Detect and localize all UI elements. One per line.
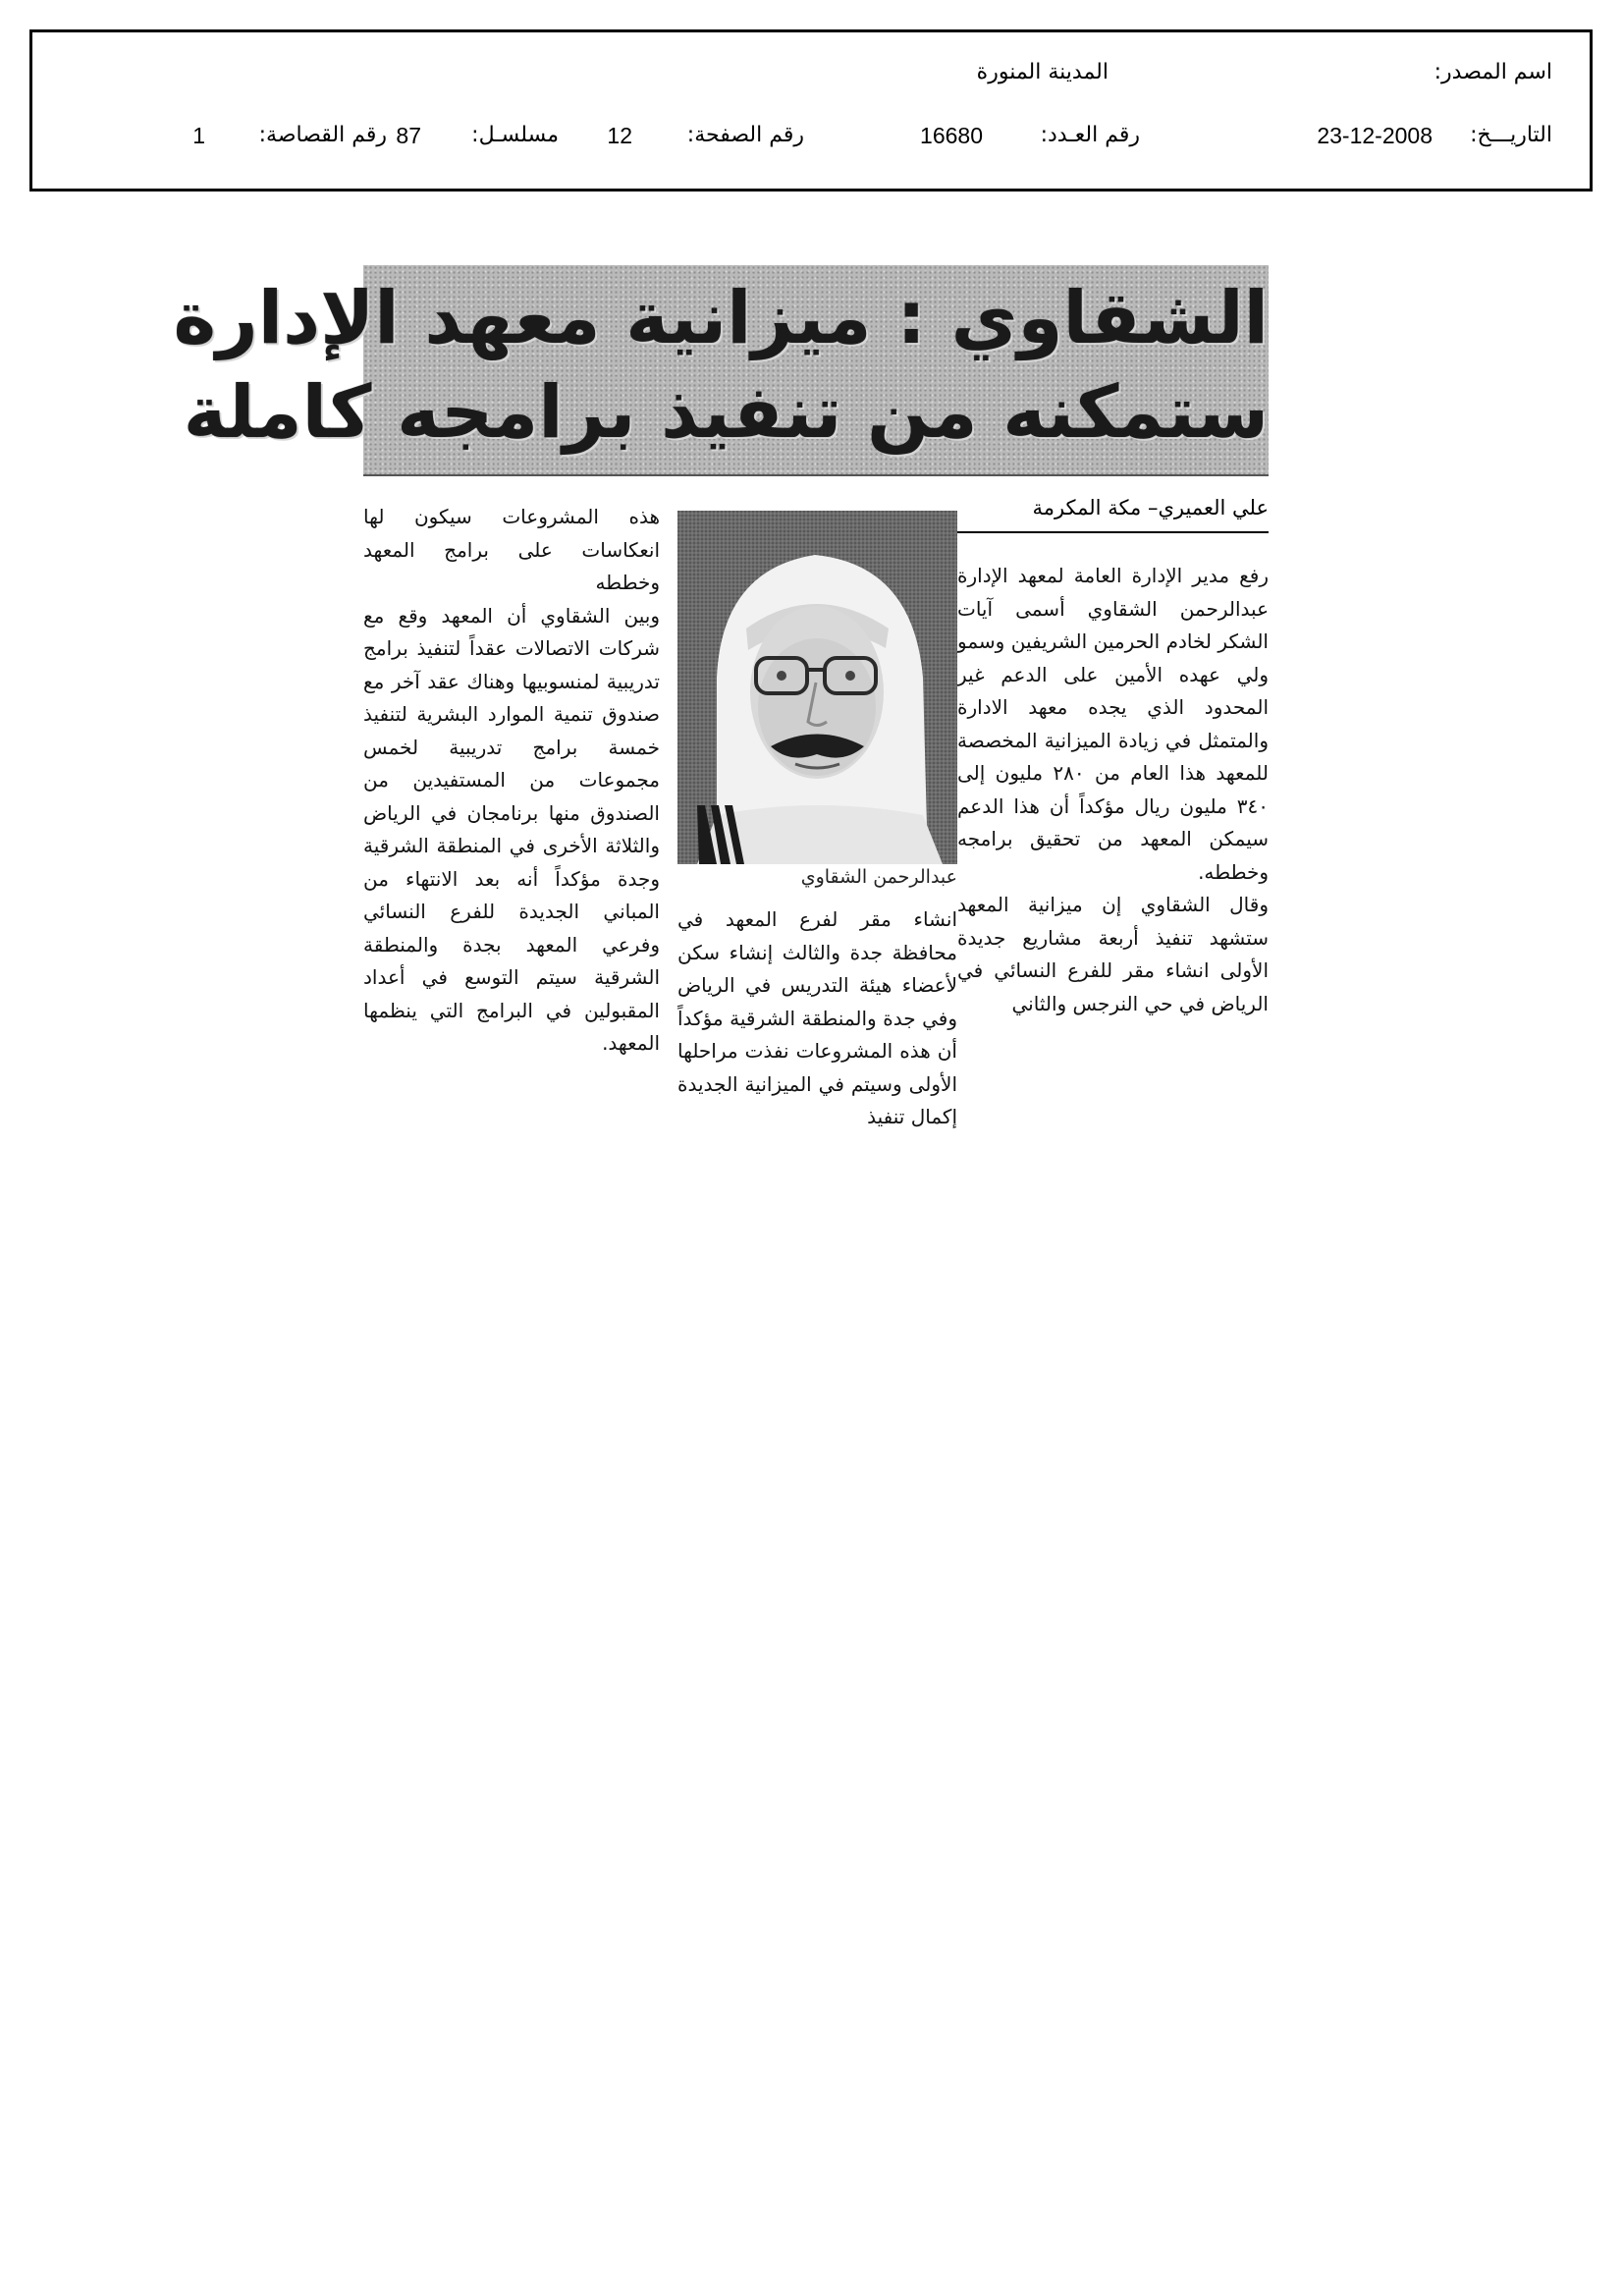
clipping-metadata-box <box>29 29 1593 191</box>
article-headline <box>173 265 1269 476</box>
source-value: المدينة المنورة <box>976 60 1109 84</box>
article-column-middle <box>677 903 957 1134</box>
source-label: اسم المصدر: <box>1434 60 1552 84</box>
article-column-right <box>957 560 1269 1020</box>
article-paragraph: وقال الشقاوي إن ميزانية المعهد ستشهد تنفيذ أربعة مشاريع جديدة الأولى انشاء مقر للفرع النسائي في الرياض في حي النرجس والثاني <box>957 893 1269 1015</box>
photo-caption: عبدالرحمن الشقاوي <box>800 866 957 888</box>
article-column-left <box>363 501 660 1061</box>
clip-value: 1 <box>192 123 205 148</box>
date-label: التاريـــخ: <box>1470 123 1552 147</box>
issue-label: رقم العـدد: <box>1040 123 1140 147</box>
issue-value: 16680 <box>920 123 983 148</box>
article-paragraph: انشاء مقر لفرع المعهد في محافظة جدة والثالث إنشاء سكن لأعضاء هيئة التدريس في الرياض وفي جدة والمنطقة الشرقية مؤكداً أن هذه المشروعات نفذت مراحلها الأولى وسيتم في الميزانية الجديدة إكمال تنفيذ <box>677 907 957 1128</box>
author-photo <box>677 511 957 864</box>
article-paragraph: هذه المشروعات سيكون لها انعكاسات على برامج المعهد وخططه <box>363 505 660 594</box>
serial-value: 87 <box>396 123 421 148</box>
article-paragraph: وبين الشقاوي أن المعهد وقع مع شركات الاتصالات عقداً لتنفيذ برامج تدريبية لمنسوبيها وهناك عقد آخر مع صندوق تنمية الموارد البشرية لتنفيذ خمسة برامج تدريبية لخمس مجموعات من المستفيدين من الصندوق منها برنامجان في الرياض والثلاثة الأخرى في المنطقة الشرقية وجدة مؤكداً أنه بعد الانتهاء من المباني الجديدة للفرع النسائي وفرعي المعهد بجدة والمنطقة الشرقية سيتم التوسع في أعداد المقبولين في البرامج التي ينظمها المعهد. <box>363 603 660 1055</box>
date-value: 23-12-2008 <box>1317 123 1433 148</box>
page-label: رقم الصفحة: <box>686 123 804 147</box>
article-paragraph: رفع مدير الإدارة العامة لمعهد الإدارة عبدالرحمن الشقاوي أسمى آيات الشكر لخادم الحرمين الشريفين وسمو ولي عهده الأمين على الدعم غير المحدود الذي يجده معهد الادارة والمتمثل في زيادة الميزانية المخصصة للمعهد هذا العام من ٢٨٠ مليون إلى ٣٤٠ مليون ريال مؤكداً أن هذا الدعم سيمكن المعهد من تحقيق برامجه وخططه. <box>957 564 1269 884</box>
clip-label: رقم القصاصة: <box>258 123 387 147</box>
headline-line-1: الشقاوي : ميزانية معهد الإدارة <box>173 276 1269 360</box>
page-value: 12 <box>607 123 632 148</box>
headline-line-2: ستمكنه من تنفيذ برامجه كاملة <box>183 370 1269 455</box>
article-byline: علي العميري– مكة المكرمة <box>957 496 1269 533</box>
serial-label: مسلسـل: <box>471 123 559 147</box>
portrait-image <box>677 511 957 864</box>
